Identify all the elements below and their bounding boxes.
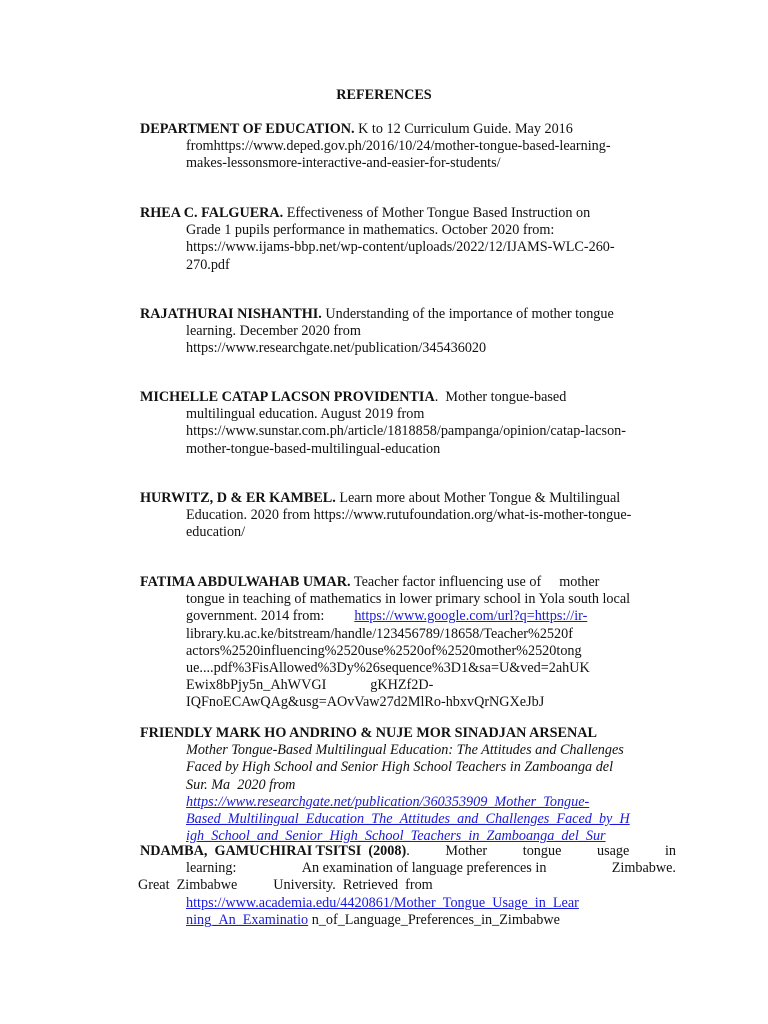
reference-entry-providentia (140, 389, 676, 458)
reference-text: library.ku.ac.ke/bitstream/handle/123456789/18658/Teacher%2520f (186, 625, 573, 642)
reference-year: (2008) (368, 843, 407, 859)
reference-text: actors%2520influencing%2520use%2520of%2520mother%2520tong (186, 642, 582, 659)
reference-entry-andrino (140, 725, 676, 845)
reference-author: RAJATHURAI NISHANTHI. (140, 306, 322, 322)
reference-text: An examination of language preferences in (301, 860, 547, 877)
reference-text: https://www.ijams-bbp.net/wp-content/uploads/2022/12/IJAMS-WLC-260- (186, 239, 615, 256)
reference-text: https://www.researchgate.net/publication/345436020 (186, 340, 487, 357)
reference-text: multilingual education. August 2019 from (186, 406, 425, 423)
reference-text: makes-lessonsmore-interactive-and-easier-for-students/ (186, 155, 501, 172)
reference-text: IQFnoECAwQAg&usg=AOvVaw27d2MlRo-hbxvQrNGXeJbJ (186, 694, 545, 711)
reference-text: Learn more about Mother Tongue & Multilingual (339, 490, 621, 506)
reference-text: education/ (186, 524, 246, 541)
reference-author: GAMUCHIRAI TSITSI (214, 843, 362, 859)
reference-author: HURWITZ, D & ER KAMBEL. (140, 490, 336, 506)
reference-text: mother-tongue-based-multilingual-education (186, 440, 441, 457)
reference-text-row (140, 677, 676, 694)
reference-text: Zimbabwe. (611, 860, 676, 877)
reference-text: Teacher factor influencing use of (353, 574, 542, 590)
reference-text: Great Zimbabwe (138, 877, 238, 894)
reference-author: NDAMBA, (140, 843, 208, 859)
reference-text: learning: (186, 860, 237, 877)
reference-title: Mother Tongue-Based Multilingual Education: The Attitudes and Challenges (186, 742, 624, 759)
reference-entry-nishanthi (140, 306, 676, 358)
reference-text-row (138, 877, 676, 894)
reference-text: University. Retrieved from (273, 877, 433, 894)
reference-author: FATIMA ABDULWAHAB UMAR. (140, 574, 351, 590)
reference-author: RHEA C. FALGUERA. (140, 205, 284, 221)
reference-text: 270.pdf (186, 256, 230, 273)
reference-link[interactable]: https://www.google.com/url?q=https://ir- (354, 608, 588, 625)
reference-entry-hurwitz (140, 490, 676, 542)
reference-text-row (140, 608, 676, 625)
reference-text: n_of_Language_Preferences_in_Zimbabwe (308, 911, 560, 928)
reference-text: Effectiveness of Mother Tongue Based Instruction on (286, 205, 591, 221)
reference-link[interactable]: https://www.academia.edu/4420861/Mother_Tongue_Usage_in_Lear (186, 894, 579, 911)
reference-title: Faced by High School and Senior High School Teachers in Zamboanga del (186, 759, 614, 776)
reference-text: Sur. Ma 2020 from (186, 776, 296, 793)
reference-entry-falguera (140, 205, 676, 274)
reference-text: usage (597, 843, 630, 859)
reference-text: https://www.sunstar.com.ph/article/1818858/pampanga/opinion/catap-lacson- (186, 423, 626, 440)
reference-text: gKHZf2D- (370, 677, 434, 694)
reference-link[interactable]: igh_School_and_Senior_High_School_Teachers_in_Zamboanga_del_Sur (186, 828, 606, 845)
reference-text: Grade 1 pupils performance in mathematics. October 2020 from: (186, 222, 555, 239)
reference-text: . Mother tongue-based (434, 389, 567, 405)
reference-link[interactable]: https://www.researchgate.net/publication/360353909_Mother_Tongue- (186, 793, 590, 810)
reference-text: tongue in teaching of mathematics in lower primary school in Yola south local (186, 591, 631, 608)
reference-link[interactable]: ning_An_Examinatio (186, 911, 309, 928)
reference-author: FRIENDLY MARK HO ANDRINO & NUJE MOR SINADJAN ARSENAL (140, 725, 597, 741)
reference-text: learning. December 2020 from (186, 323, 361, 340)
reference-text: Education. 2020 from https://www.rutufoundation.org/what-is-mother-tongue- (186, 507, 632, 524)
reference-text-row: NDAMBA, GAMUCHIRAI TSITSI (2008). Mother tongue usage in (140, 843, 676, 859)
page-title: REFERENCES (336, 87, 432, 103)
reference-text: tongue (522, 843, 562, 859)
reference-text: Understanding of the importance of mother tongue (325, 306, 614, 322)
reference-text: Ewix8bPjy5n_AhWVGI (186, 677, 327, 694)
reference-text-row (140, 860, 676, 877)
reference-text: fromhttps://www.deped.gov.ph/2016/10/24/mother-tongue-based-learning- (186, 138, 611, 155)
reference-text: ue....pdf%3FisAllowed%3Dy%26sequence%3D1&sa=U&ved=2ahUK (186, 660, 590, 677)
reference-author: DEPARTMENT OF EDUCATION. (140, 121, 355, 137)
reference-entry-deped (140, 121, 676, 173)
reference-text: mother (559, 574, 600, 590)
reference-text: Mother (445, 843, 488, 859)
reference-text: government. 2014 from: (186, 608, 325, 625)
reference-author: MICHELLE CATAP LACSON PROVIDENTIA (140, 389, 435, 405)
reference-text: in (664, 843, 676, 859)
reference-entry-umar (140, 574, 676, 712)
reference-text: K to 12 Curriculum Guide. May 2016 (358, 121, 573, 137)
reference-link[interactable]: Based_Multilingual_Education_The_Attitudes_and_Challenges_Faced_by_H (186, 811, 630, 828)
reference-entry-ndamba (140, 843, 676, 929)
